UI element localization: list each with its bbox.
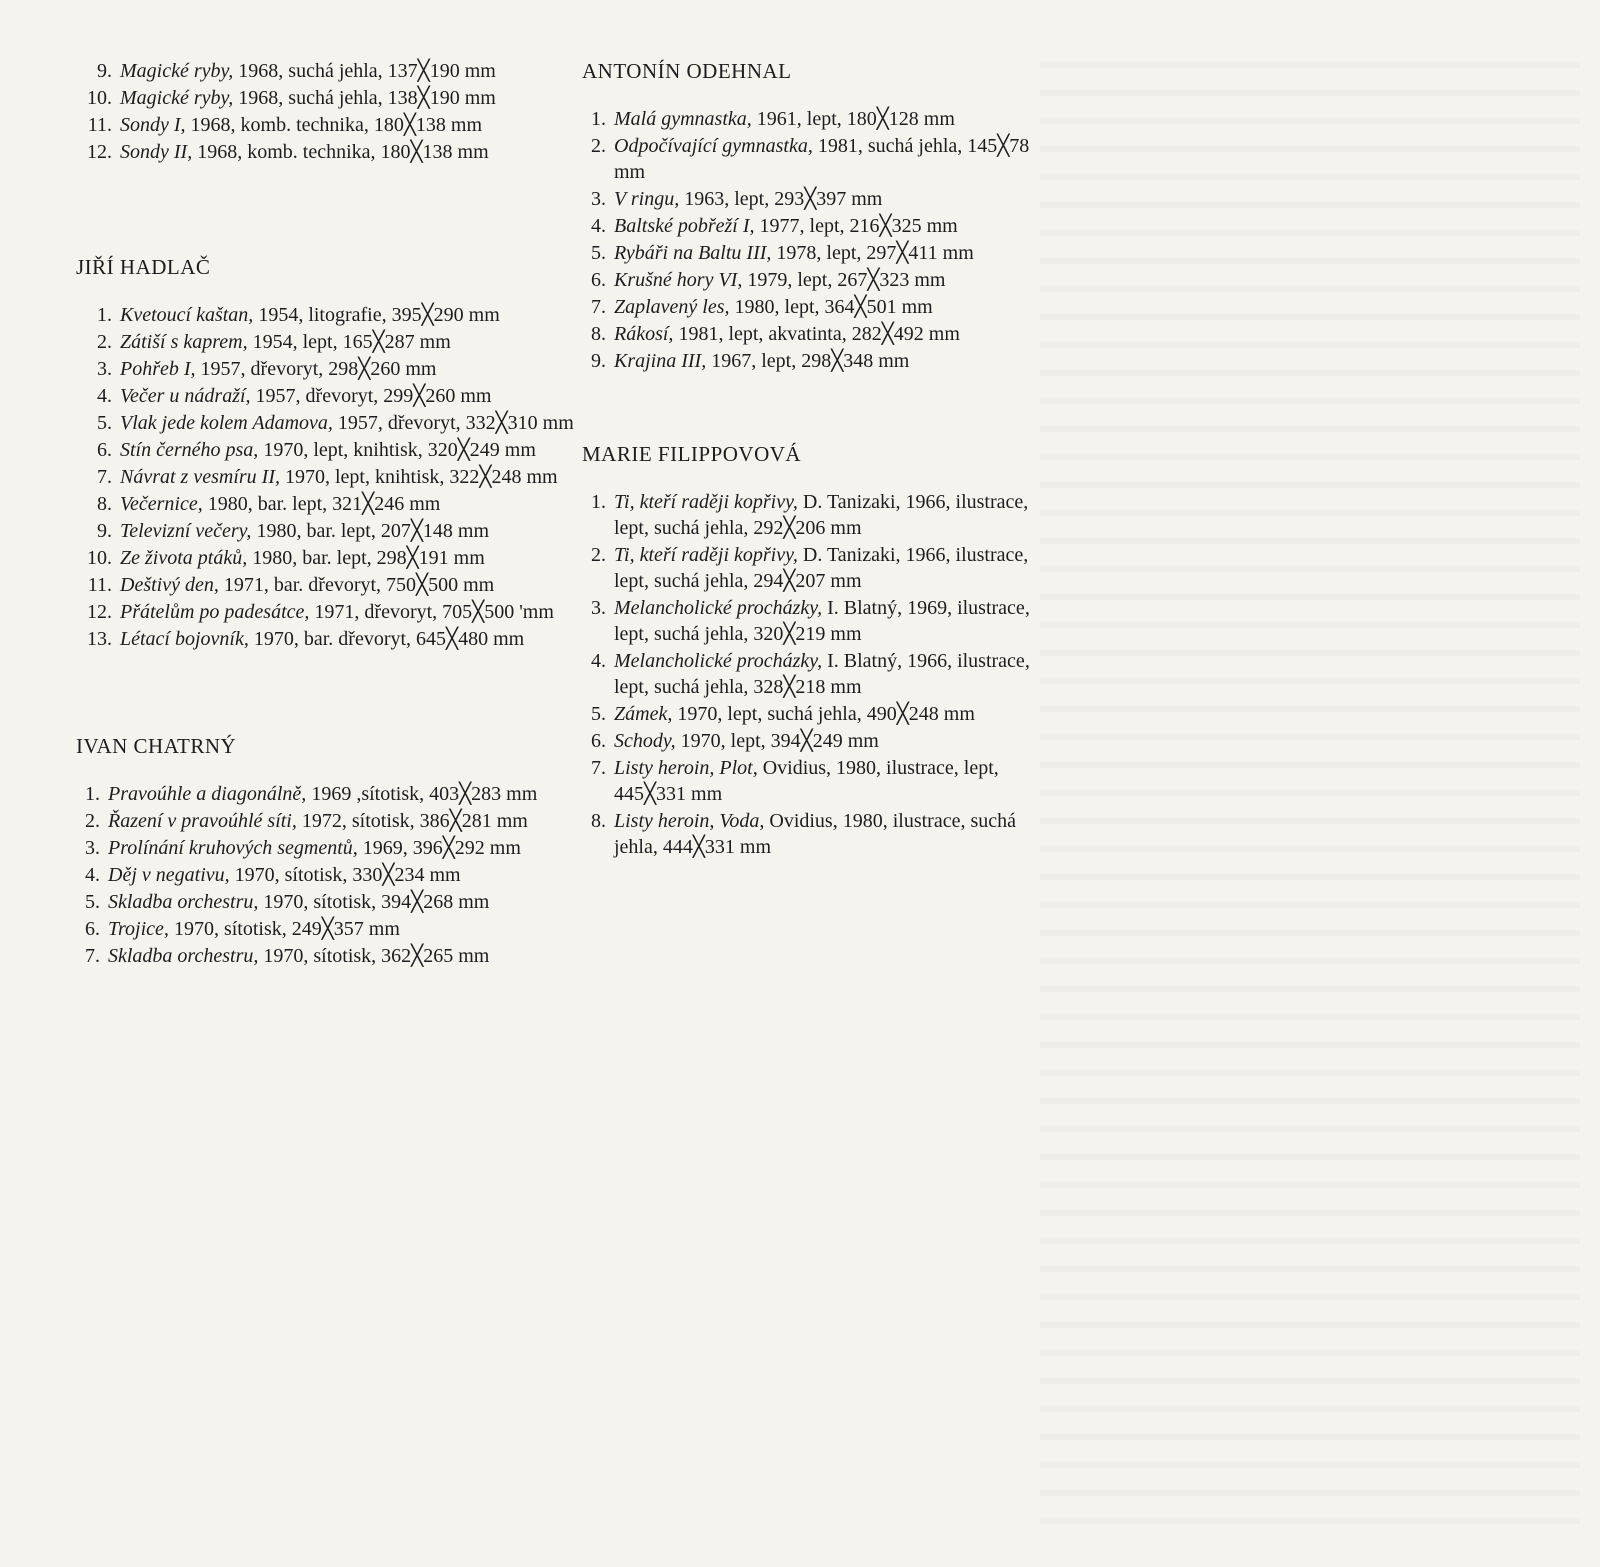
artwork-title: Návrat z vesmíru II,	[120, 466, 280, 488]
artwork-title: Děj v negativu,	[108, 864, 230, 886]
artwork-title: Magické ryby,	[120, 60, 234, 82]
catalogue-entry	[76, 464, 576, 490]
artwork-details: 1954, litografie, 395╳290 mm	[253, 304, 500, 326]
entry-text	[120, 302, 576, 328]
artwork-details: I. Blatný, 1966, ilustrace, lept, suchá jehla, 328╳218 mm	[614, 650, 1030, 698]
entry-text	[614, 648, 1062, 700]
entry-text	[614, 267, 1062, 293]
artwork-details: 1981, lept, akvatinta, 282╳492 mm	[673, 323, 960, 345]
entry-number: 1.	[591, 491, 606, 513]
artist-section	[582, 58, 1062, 374]
entry-number: 3.	[591, 597, 606, 619]
catalogue-entry	[76, 518, 576, 544]
entry-text	[108, 835, 576, 861]
artwork-title: Ti, kteří raději kopřivy,	[614, 491, 798, 513]
catalogue-entry	[76, 599, 576, 625]
artwork-details: 1980, bar. lept, 321╳246 mm	[202, 493, 441, 515]
entry-text	[120, 491, 576, 517]
artwork-title: Rybáři na Baltu III,	[614, 242, 772, 264]
artwork-details: 1971, dřevoryt, 705╳500 'mm	[309, 601, 554, 623]
artwork-title: V ringu,	[614, 188, 680, 210]
artist-heading: ANTONÍN ODEHNAL	[582, 59, 792, 83]
artwork-title: Stín černého psa,	[120, 439, 259, 461]
entry-text	[614, 240, 1062, 266]
catalogue-entry	[76, 383, 576, 409]
entry-text	[120, 58, 576, 84]
entry-text	[108, 889, 576, 915]
entry-text	[108, 808, 576, 834]
entry-text	[120, 329, 576, 355]
catalogue-entry	[582, 348, 1062, 374]
catalogue-entry	[582, 106, 1062, 132]
section-gap	[76, 166, 576, 254]
entry-text	[614, 294, 1062, 320]
catalogue-entry	[76, 862, 576, 888]
entry-number: 6.	[85, 918, 100, 940]
entry-text	[614, 106, 1062, 132]
entry-number: 4.	[97, 385, 112, 407]
entry-number: 9.	[97, 60, 112, 82]
entry-text	[120, 383, 576, 409]
artwork-title: Magické ryby,	[120, 87, 234, 109]
artwork-title: Sondy I,	[120, 114, 186, 136]
entry-text	[614, 321, 1062, 347]
artwork-details: 1968, suchá jehla, 138╳190 mm	[233, 87, 496, 109]
artwork-title: Večernice,	[120, 493, 203, 515]
entry-number: 5.	[97, 412, 112, 434]
artwork-title: Listy heroin, Voda,	[614, 810, 765, 832]
artwork-title: Létací bojovník,	[120, 628, 249, 650]
artwork-title: Baltské pobřeží I,	[614, 215, 755, 237]
catalogue-entry	[76, 889, 576, 915]
entry-number: 1.	[97, 304, 112, 326]
entry-number: 8.	[97, 493, 112, 515]
catalogue-entry	[582, 489, 1062, 541]
entry-number: 3.	[97, 358, 112, 380]
artwork-title: Zátiší s kaprem,	[120, 331, 248, 353]
catalogue-entry	[582, 321, 1062, 347]
artwork-details: 1968, komb. technika, 180╳138 mm	[192, 141, 489, 163]
catalogue-entry	[582, 267, 1062, 293]
artwork-title: Listy heroin, Plot,	[614, 757, 758, 779]
catalogue-entry	[582, 213, 1062, 239]
artwork-title: Schody,	[614, 730, 676, 752]
catalogue-entry	[582, 648, 1062, 700]
entry-text	[614, 133, 1062, 185]
entry-number: 4.	[85, 864, 100, 886]
artwork-details: 1969 ,sítotisk, 403╳283 mm	[306, 783, 538, 805]
catalogue-entry	[76, 835, 576, 861]
artwork-title: Deštivý den,	[120, 574, 219, 596]
artwork-details: 1968, suchá jehla, 137╳190 mm	[233, 60, 496, 82]
artwork-title: Krajina III,	[614, 350, 707, 372]
entry-number: 8.	[591, 323, 606, 345]
entry-text	[120, 572, 576, 598]
artist-heading: JIŘÍ HADLAČ	[76, 255, 211, 279]
catalogue-entry	[582, 595, 1062, 647]
artwork-title: Krušné hory VI,	[614, 269, 743, 291]
catalogue-entry	[582, 728, 1062, 754]
entry-text	[614, 808, 1062, 860]
artwork-title: Vlak jede kolem Adamova,	[120, 412, 333, 434]
entry-number: 7.	[591, 296, 606, 318]
catalogue-entry	[76, 410, 576, 436]
artist-section	[76, 733, 576, 969]
entry-text	[108, 916, 576, 942]
artwork-title: Pohřeb I,	[120, 358, 196, 380]
artwork-title: Sondy II,	[120, 141, 193, 163]
entry-text	[108, 862, 576, 888]
entry-text	[108, 943, 576, 969]
artwork-details: Ovidius, 1980, ilustrace, lept, 445╳331 mm	[614, 757, 999, 805]
artwork-title: Rákosí,	[614, 323, 674, 345]
catalogue-entry	[582, 240, 1062, 266]
entry-number: 6.	[591, 269, 606, 291]
artwork-title: Televizní večery,	[120, 520, 252, 542]
artwork-details: 1979, lept, 267╳323 mm	[742, 269, 946, 291]
artwork-details: 1970, sítotisk, 330╳234 mm	[229, 864, 461, 886]
artwork-title: Malá gymnastka,	[614, 108, 752, 130]
entry-number: 7.	[97, 466, 112, 488]
entry-text	[614, 701, 1062, 727]
artwork-details: 1967, lept, 298╳348 mm	[706, 350, 910, 372]
catalogue-entry	[76, 781, 576, 807]
entry-number: 11.	[87, 574, 112, 596]
artwork-details: I. Blatný, 1969, ilustrace, lept, suchá jehla, 320╳219 mm	[614, 597, 1030, 645]
catalogue-entry	[582, 755, 1062, 807]
entry-number: 5.	[591, 703, 606, 725]
entry-text	[614, 348, 1062, 374]
artwork-details: 1970, lept, knihtisk, 320╳249 mm	[258, 439, 536, 461]
artwork-details: 1980, bar. lept, 207╳148 mm	[251, 520, 490, 542]
entry-number: 6.	[97, 439, 112, 461]
catalogue-entry	[76, 85, 576, 111]
catalogue-entry	[582, 133, 1062, 185]
artwork-details: 1968, komb. technika, 180╳138 mm	[185, 114, 483, 136]
catalogue-entry	[76, 437, 576, 463]
artwork-title: Ze života ptáků,	[120, 547, 248, 569]
entry-number: 12.	[87, 141, 112, 163]
artwork-title: Prolínání kruhových segmentů,	[108, 837, 358, 859]
entry-number: 12.	[87, 601, 112, 623]
artwork-title: Řazení v pravoúhlé síti,	[108, 810, 297, 832]
artwork-title: Kvetoucí kaštan,	[120, 304, 254, 326]
artwork-details: 1970, lept, 394╳249 mm	[675, 730, 879, 752]
artwork-details: 1957, dřevoryt, 332╳310 mm	[332, 412, 574, 434]
catalogue-entry	[582, 542, 1062, 594]
catalogue-entry	[76, 808, 576, 834]
catalogue-entry	[76, 302, 576, 328]
entry-text	[614, 755, 1062, 807]
column-left	[76, 58, 576, 970]
entry-number: 8.	[591, 810, 606, 832]
entry-number: 3.	[591, 188, 606, 210]
catalogue-entry	[76, 58, 576, 84]
artwork-details: 1980, lept, 364╳501 mm	[729, 296, 933, 318]
entry-number: 7.	[85, 945, 100, 967]
entry-text	[120, 356, 576, 382]
entry-number: 9.	[591, 350, 606, 372]
entry-number: 11.	[87, 114, 112, 136]
entry-text	[120, 599, 576, 625]
entry-number: 10.	[87, 87, 112, 109]
artwork-title: Trojice,	[108, 918, 169, 940]
entry-number: 4.	[591, 215, 606, 237]
entry-text	[614, 542, 1062, 594]
artwork-details: D. Tanizaki, 1966, ilustrace, lept, suchá jehla, 292╳206 mm	[614, 491, 1029, 539]
artwork-title: Skladba orchestru,	[108, 891, 259, 913]
artwork-title: Zámek,	[614, 703, 673, 725]
artwork-details: 1970, sítotisk, 249╳357 mm	[168, 918, 400, 940]
entry-text	[120, 437, 576, 463]
catalogue-entry	[76, 112, 576, 138]
catalogue-entry	[76, 356, 576, 382]
catalogue-entry	[76, 943, 576, 969]
artist-section	[582, 441, 1062, 860]
catalogue-entry	[76, 545, 576, 571]
artwork-title: Přátelům po padesátce,	[120, 601, 310, 623]
catalogue-entry	[582, 186, 1062, 212]
artist-section	[76, 254, 576, 652]
entry-number: 2.	[591, 544, 606, 566]
artwork-details: 1972, sítotisk, 386╳281 mm	[296, 810, 528, 832]
artwork-title: Večer u nádraží,	[120, 385, 251, 407]
entry-number: 6.	[591, 730, 606, 752]
artwork-details: 1970, sítotisk, 394╳268 mm	[258, 891, 490, 913]
entry-number: 13.	[87, 628, 112, 650]
artwork-details: 1977, lept, 216╳325 mm	[754, 215, 958, 237]
catalogue-entry	[76, 572, 576, 598]
faded-facing-page	[1040, 40, 1580, 1540]
entry-number: 4.	[591, 650, 606, 672]
artwork-details: D. Tanizaki, 1966, ilustrace, lept, suchá jehla, 294╳207 mm	[614, 544, 1029, 592]
entry-number: 2.	[591, 135, 606, 157]
entry-number: 1.	[85, 783, 100, 805]
entry-number: 2.	[85, 810, 100, 832]
catalogue-entry	[76, 916, 576, 942]
entry-text	[614, 213, 1062, 239]
catalogue-entry	[76, 491, 576, 517]
entry-number: 5.	[85, 891, 100, 913]
artwork-title: Pravoúhle a diagonálně,	[108, 783, 307, 805]
artwork-details: 1980, bar. lept, 298╳191 mm	[247, 547, 485, 569]
artist-heading: IVAN CHATRNÝ	[76, 734, 237, 758]
artwork-title: Melancholické procházky,	[614, 597, 823, 619]
artwork-title: Odpočívající gymnastka,	[614, 135, 813, 157]
artwork-details: 1981, suchá jehla, 145╳78 mm	[614, 135, 1030, 183]
entry-text	[108, 781, 576, 807]
section-gap	[582, 375, 1062, 441]
entry-text	[120, 518, 576, 544]
catalogue-entry	[582, 701, 1062, 727]
entry-text	[614, 489, 1062, 541]
entry-number: 5.	[591, 242, 606, 264]
entry-number: 7.	[591, 757, 606, 779]
artwork-details: 1971, bar. dřevoryt, 750╳500 mm	[218, 574, 495, 596]
artwork-details: 1961, lept, 180╳128 mm	[751, 108, 955, 130]
entry-number: 2.	[97, 331, 112, 353]
entry-text	[120, 139, 576, 165]
section-gap	[76, 653, 576, 733]
catalogue-entry	[582, 808, 1062, 860]
entry-number: 10.	[87, 547, 112, 569]
entry-text	[614, 186, 1062, 212]
artwork-details: 1978, lept, 297╳411 mm	[771, 242, 974, 264]
catalogue-entry	[582, 294, 1062, 320]
entry-text	[120, 626, 576, 652]
artwork-title: Zaplavený les,	[614, 296, 730, 318]
entry-text	[120, 545, 576, 571]
artwork-details: 1970, lept, knihtisk, 322╳248 mm	[279, 466, 558, 488]
column-middle	[582, 58, 1062, 861]
artwork-details: 1954, lept, 165╳287 mm	[247, 331, 451, 353]
entry-text	[120, 410, 576, 436]
artwork-details: 1970, bar. dřevoryt, 645╳480 mm	[248, 628, 525, 650]
artwork-details: 1970, lept, suchá jehla, 490╳248 mm	[672, 703, 975, 725]
entry-number: 1.	[591, 108, 606, 130]
artwork-details: Ovidius, 1980, ilustrace, suchá jehla, 444╳331 mm	[614, 810, 1016, 858]
artwork-title: Melancholické procházky,	[614, 650, 823, 672]
entry-text	[120, 112, 576, 138]
artwork-title: Skladba orchestru,	[108, 945, 259, 967]
entry-text	[614, 595, 1062, 647]
entry-text	[614, 728, 1062, 754]
artwork-details: 1957, dřevoryt, 298╳260 mm	[195, 358, 437, 380]
artwork-details: 1969, 396╳292 mm	[357, 837, 521, 859]
entry-text	[120, 464, 576, 490]
catalogue-entry	[76, 329, 576, 355]
artwork-title: Ti, kteří raději kopřivy,	[614, 544, 798, 566]
entry-number: 9.	[97, 520, 112, 542]
artwork-details: 1957, dřevoryt, 299╳260 mm	[250, 385, 492, 407]
catalogue-entry	[76, 139, 576, 165]
artwork-details: 1970, sítotisk, 362╳265 mm	[258, 945, 490, 967]
catalogue-entry	[76, 626, 576, 652]
entry-number: 3.	[85, 837, 100, 859]
entry-text	[120, 85, 576, 111]
artist-heading: MARIE FILIPPOVOVÁ	[582, 442, 802, 466]
artwork-details: 1963, lept, 293╳397 mm	[679, 188, 883, 210]
artist-section	[76, 58, 576, 165]
